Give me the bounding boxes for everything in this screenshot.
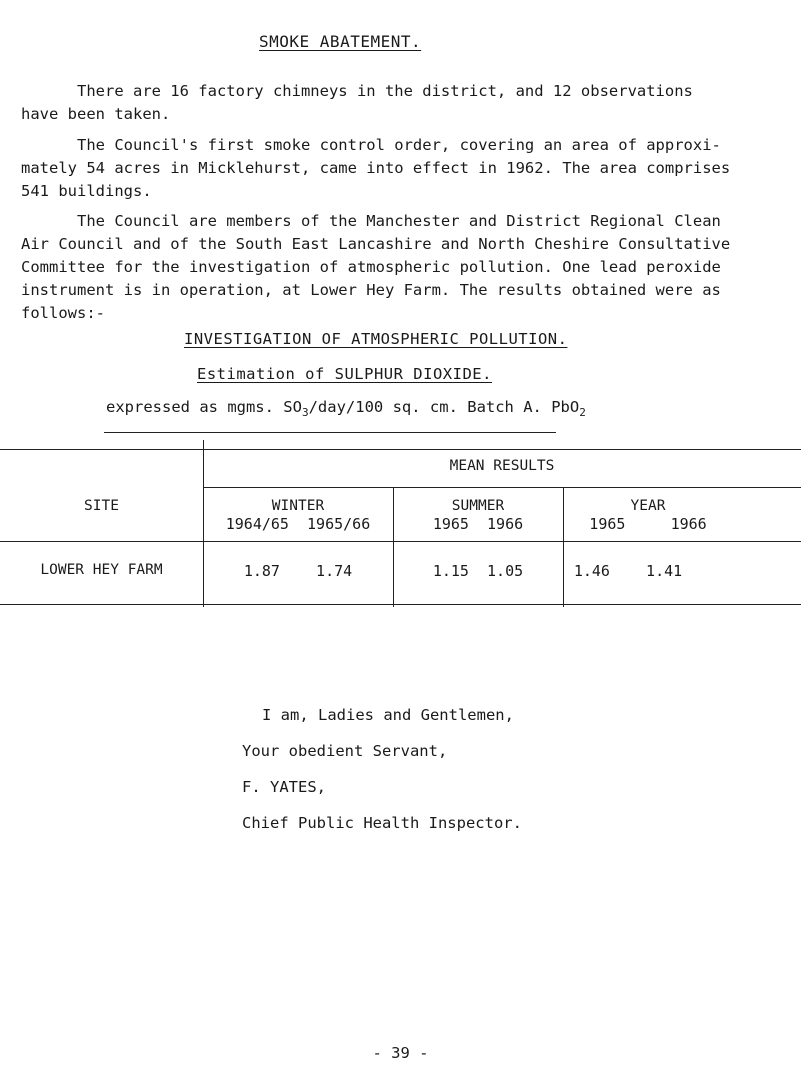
mean-results-header: MEAN RESULTS — [449, 458, 555, 474]
page-number: - 39 - — [372, 1044, 429, 1062]
site-header: SITE — [84, 498, 119, 514]
row-winter-values: 1.87 1.74 — [243, 562, 353, 580]
section-heading: INVESTIGATION OF ATMOSPHERIC POLLUTION. — [184, 330, 568, 348]
paragraph-membership: The Council are members of the Manchester and District Regional Clean Air Council and of the South East Lancashire and North Cheshire Consultative Committee for the investigation of atmospheric pollution. One lead peroxide instrument is in operation, at Lower Hey Farm. The results obtained were as follows:- — [21, 212, 731, 322]
units-sub-so3: 3 — [301, 406, 309, 420]
signatory-name: F. YATES, — [242, 778, 326, 796]
units-underline — [104, 432, 556, 433]
summer-header: SUMMER — [451, 498, 505, 514]
mean-results-rule — [203, 487, 801, 488]
paragraph-chimneys: There are 16 factory chimneys in the district, and 12 observations have been taken. — [21, 82, 693, 123]
units-middle: /day/100 sq. cm. Batch A. PbO — [308, 398, 580, 416]
units-line — [106, 398, 586, 419]
year-years: 1965 1966 — [589, 515, 707, 533]
sub-heading: Estimation of SULPHUR DIOXIDE. — [197, 365, 492, 383]
units-prefix: expressed as mgms. SO — [106, 398, 302, 416]
header-bottom-rule — [0, 541, 801, 542]
row-summer-values: 1.15 1.05 — [432, 562, 524, 580]
closing-servant: Your obedient Servant, — [242, 742, 448, 760]
table-top-rule — [0, 449, 801, 450]
closing-salutation: I am, Ladies and Gentlemen, — [262, 706, 514, 724]
winter-years: 1964/65 1965/66 — [225, 515, 371, 533]
winter-header: WINTER — [271, 498, 325, 514]
units-sub-pbo2: 2 — [579, 406, 586, 420]
row-site: LOWER HEY FARM — [40, 562, 163, 578]
summer-years: 1965 1966 — [432, 515, 524, 533]
page-title: SMOKE ABATEMENT. — [259, 32, 422, 51]
year-header: YEAR — [630, 498, 666, 514]
signatory-role: Chief Public Health Inspector. — [242, 814, 522, 832]
paragraph-smoke-control: The Council's first smoke control order, covering an area of approxi- mately 54 acres in Micklehurst, came into effect in 1962. The area comprises 541 buildings. — [21, 136, 731, 200]
table-bottom-rule — [0, 604, 801, 605]
row-year-values: 1.46 1.41 — [573, 562, 683, 580]
